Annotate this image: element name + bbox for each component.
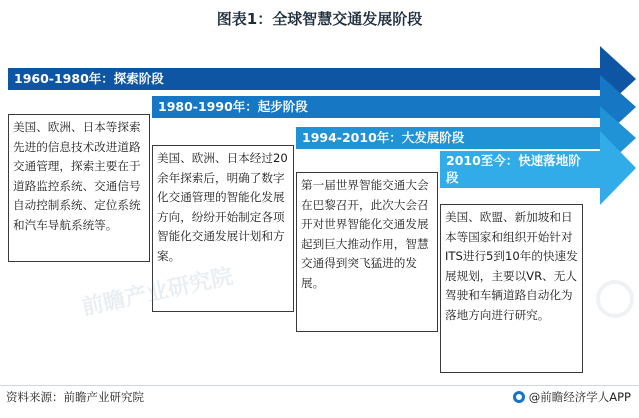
stage-1-label: 1960-1980年：探索阶段 — [14, 71, 164, 86]
footer-divider — [0, 385, 639, 386]
stage-4-description: 美国、欧盟、新加坡和日本等国家和组织开始针对ITS进行5到10年的快速发展规划，主要以VR、无人驾驶和车辆道路自动化为落地方向进行研究。 — [440, 204, 583, 373]
footer-brand — [513, 389, 631, 405]
stage-2-description: 美国、欧洲、日本经过20余年探索后，明确了数字化交通管理的智能化发展方向，纷纷开始制定各项智能化交通发展计划和方案。 — [152, 145, 294, 312]
stage-1-description: 美国、欧洲、日本等探索先进的信息技术改进道路交通管理，探索主要在于道路监控系统、交通信号自动控制系统、定位系统和汽车导航系统等。 — [8, 114, 150, 262]
footer-brand-text: @前瞻经济学人APP — [528, 390, 631, 404]
watermark-logo-icon — [596, 280, 634, 318]
stage-4-label: 2010至今：快速落地阶段 — [446, 153, 581, 185]
stage-3-description: 第一届世界智能交通大会在巴黎召开，此次大会召开对世界智能化交通发展起到巨大推动作用，智慧交通得到突飞猛进的发展。 — [296, 172, 438, 332]
stage-2-label: 1980-1990年：起步阶段 — [158, 99, 308, 114]
chart-title: 图表1：全球智慧交通发展阶段 — [216, 10, 423, 28]
brand-logo-icon — [513, 391, 525, 403]
stage-3-label: 1994-2010年：大发展阶段 — [302, 130, 465, 145]
footer-source: 资料来源：前瞻产业研究院 — [6, 390, 144, 404]
